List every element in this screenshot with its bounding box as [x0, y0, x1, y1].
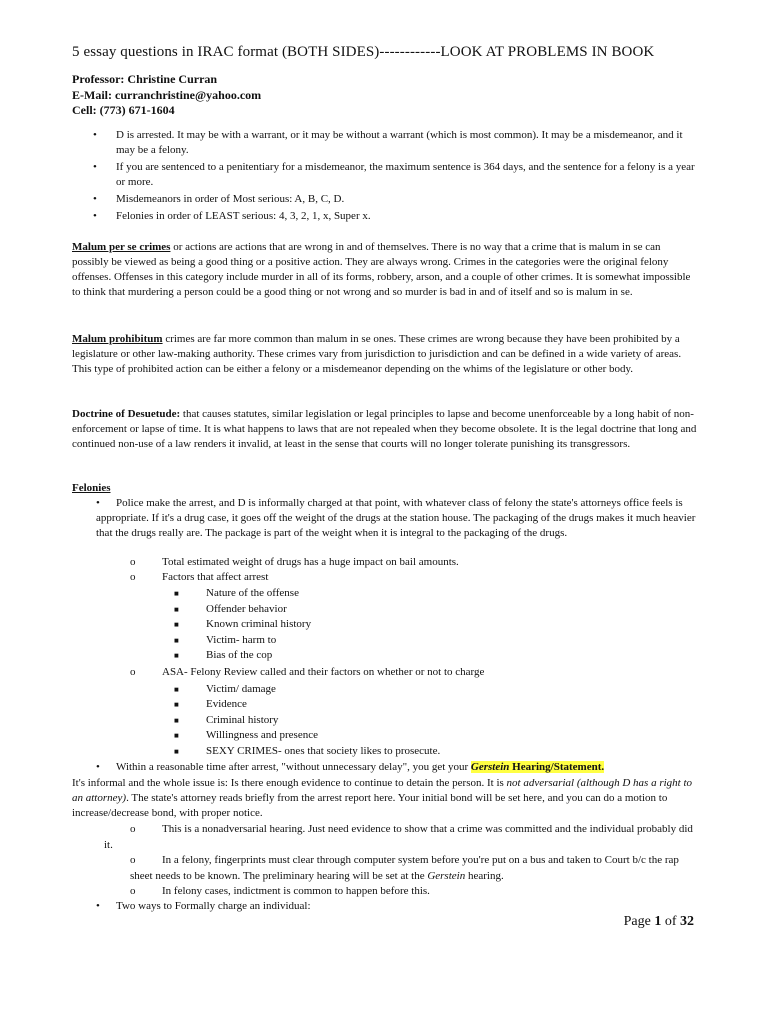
page-number: Page 1 of 32: [623, 914, 694, 929]
square-bullet-icon: ■: [174, 731, 179, 740]
list-item: • D is arrested. It may be with a warrant, or it may be without a warrant (which is most common). It may be a misdemeanor, and it may be a felony.: [93, 129, 683, 156]
bullet-icon: •: [93, 193, 97, 205]
malum-in-se-text: or actions are actions that are wrong in and of themselves. There is no way that a crime that is malum in se can possibly be viewed as being a good thing or a positive action. They are always wrong. Crimes in the categories were the original felony offenses. Offenses in this category include murder in all of its forms, robbery, arson, and a couple of other crimes. It is somewhat impossible to think that murdering a person could be a good thing or not wrong and so murder is bad in and of itself and so is malum in se.: [72, 241, 691, 298]
desuetude-paragraph: [72, 407, 697, 452]
cell-line: Cell: (773) 671-1604: [72, 103, 175, 117]
square-bullet-icon: ■: [174, 716, 179, 725]
desuetude-text: that causes statutes, similar legislation or legal principles to lapse and become unenforceable by a long habit of non-enforcement or lapse of time. It is what happens to laws that are not repealed when they become obsolete. It is the legal doctrine that long and continued non-use of a law renders it invalid, at least in the sense that courts will no longer tolerate punishing its transgressors.: [72, 408, 697, 450]
contact-block: [72, 72, 261, 119]
square-bullet-icon: ■: [174, 636, 179, 645]
intro-bullet-list: [72, 128, 697, 226]
police-arrest-item: • Police make the arrest, and D is informally charged at that point, with whatever class of felony the state's attorneys office feels is appropriate. If it's a drug case, it goes off the weight of the drugs at the station house. The packaging of the drugs makes it much heavier that the drugs really are. The package is part of the weight when it is integral to the packaging of the drugs.: [96, 497, 696, 539]
bullet-icon: •: [93, 210, 97, 222]
bullet-icon: •: [96, 900, 100, 912]
square-bullet-icon: ■: [174, 605, 179, 614]
malum-prohibitum-heading: Malum prohibitum: [72, 333, 163, 345]
bullet-icon: •: [96, 497, 100, 509]
square-bullet-icon: ■: [174, 651, 179, 660]
circle-bullet-icon: o: [130, 885, 136, 897]
sub-item-nonadversarial: o This is a nonadversarial hearing. Just need evidence to show that a crime was committed and the individual probably did it.: [104, 823, 693, 851]
list-item: • Misdemeanors in order of Most serious: A, B, C, D.: [93, 193, 345, 205]
gerstein-highlight: Gerstein Hearing/Statement.: [470, 761, 605, 773]
square-bullet-icon: ■: [174, 747, 179, 756]
bullet-icon: •: [93, 129, 97, 141]
list-item: • Felonies in order of LEAST serious: 4, 3, 2, 1, x, Super x.: [93, 210, 371, 222]
malum-prohibitum-paragraph: [72, 332, 697, 377]
circle-bullet-icon: o: [130, 666, 136, 678]
square-bullet-icon: ■: [174, 589, 179, 598]
circle-bullet-icon: o: [130, 556, 136, 568]
square-bullet-icon: ■: [174, 620, 179, 629]
gerstein-item: • Within a reasonable time after arrest, "without unnecessary delay", you get your Gerstein Hearing/Statement.: [96, 761, 605, 773]
email-line: E-Mail: curranchristine@yahoo.com: [72, 87, 262, 102]
list-item: • If you are sentenced to a penitentiary for a misdemeanor, the maximum sentence is 364 days, and the sentence for a felony is a year or more.: [93, 161, 695, 188]
circle-bullet-icon: o: [130, 854, 136, 866]
document-page: 5 essay questions in IRAC format (BOTH SIDES)------------LOOK AT PROBLEMS IN BOOK Professor: Christine Curran E-Mail: curranchristine@yahoo.com Cell: (773) 671-1604 • D is arrested. It may be with a warrant, or it may be without a warrant (which is most common). It may be a misdemeanor, and it may be a felony. • If you are sentenced to a penitentiary for a misdemeanor, the maximum sentence is 364 days, and the sentence for a felony is a year or more. • Misdemeanors in order of Most serious: A, B, C, D. • Felonies in order of LEAST serious: 4, 3, 2, 1, x, Super x. Malum per se crimes or actions are actions that are wrong in and of themselves. There is no way that a crime that is malum in se can possibly be viewed as being a good thing or a positive action. They are always wrong. Crimes in the categories were the original felony offenses. Offenses in this category include murder in all of its forms, robbery, arson, and a couple of other crimes. It is somewhat impossible to think that murdering a person could be a good thing or not wrong and so murder is bad in and of itself and so is malum in se. Malum prohibitum crimes are far more common than malum in se ones. These crimes are wrong because they have been prohibited by a legislature or other law-making authority. These crimes vary from jurisdiction to jurisdiction and can be defined in a wide variety of areas. This type of prohibited action can be either a felony or a misdemeanor depending on the whims of the legislature or other body. Doctrine of Desuetude: that causes statutes, similar legislation or legal principles to lapse and become unenforceable by a long habit of non-enforcement or lapse of time. It is what happens to laws that are not repealed when they become obsolete. It is the legal doctrine that long and continued non-use of a law renders it invalid, at least in the sense that courts will no longer tolerate punishing its transgressors. Felonies • Police make the arrest, and D is informally charged at that point, with whatever class of felony the state's attorneys office feels is appropriate. If it's a drug case, it goes off the weight of the drugs at the station house. The packaging of the drugs makes it much heavier that the drugs really are. The package is part of the weight when it is integral to the packaging of the drugs. o Total estimated weight of drugs has a huge impact on bail amounts. o Factors that affect arrest ■ Nature of the offense ■ Offender behavior ■ Known criminal history ■ Victim- harm to ■ Bias of the cop o ASA- Felony Review called and their factors on whether or not to charge ■ Victim/ damage ■ Evidence ■ Criminal history ■ Willingness and presence ■ SEXY CRIMES- ones that society likes to prosecute. • Within a reasonable time after arrest, "without unnecessary delay", you get your Gerstein Hearing/Statement. It's informal and the whole issue is: Is there enough evidence to continue to detain the person. It is not adversarial (although D has a right to an attorney). The state's attorney reads briefly from the arrest report here. Your initial bond will be set here, and you can do a motion to increase/decrease bond, with proper notice. o This is a nonadversarial hearing. Just need evidence to show that a crime was committed and the individual probably did it. o In a felony, fingerprints must clear through computer system before you're put on a bus and taken to Court b/c the rap sheet needs to be known. The preliminary hearing will be set at the Gerstein hearing. o In felony cases, indictment is common to happen before this. • Two ways to Formally charge an individual: Page 1 of 32: [72, 44, 697, 929]
two-ways-item: • Two ways to Formally charge an individual:: [96, 900, 311, 912]
gerstein-description: It's informal and the whole issue is: Is there enough evidence to continue to detain the person. It is not adversarial (although D has a right to an attorney). The state's attorney reads briefly from the arrest report here. Your initial bond will be set here, and you can do a motion to increase/decrease bond, with proper notice.: [72, 777, 693, 819]
circle-bullet-icon: o: [130, 823, 136, 835]
sub-item-fingerprints: o In a felony, fingerprints must clear through computer system before you're put on a bus and taken to Court b/c the rap sheet needs to be known. The preliminary hearing will be set at the Gerstein hearing.: [130, 854, 679, 882]
square-bullet-icon: ■: [174, 685, 179, 694]
malum-in-se-paragraph: [72, 240, 697, 300]
circle-bullet-icon: o: [130, 571, 136, 583]
document-title: 5 essay questions in IRAC format (BOTH SIDES)------------LOOK AT PROBLEMS IN BOOK: [72, 44, 655, 60]
felonies-heading: Felonies: [72, 482, 111, 494]
bullet-icon: •: [96, 761, 100, 773]
square-bullet-icon: ■: [174, 700, 179, 709]
malum-in-se-heading: Malum per se crimes: [72, 241, 171, 253]
professor-line: Professor: Christine Curran: [72, 72, 218, 86]
malum-prohibitum-text: crimes are far more common than malum in se ones. These crimes are wrong because they have been prohibited by a legislature or other law-making authority. These crimes vary from jurisdiction to jurisdiction and can be defined in a wide variety of areas. This type of prohibited action can be either a felony or a misdemeanor depending on the whims of the legislature or other body.: [72, 333, 682, 375]
bullet-icon: •: [93, 161, 97, 173]
desuetude-heading: Doctrine of Desuetude:: [72, 408, 181, 420]
